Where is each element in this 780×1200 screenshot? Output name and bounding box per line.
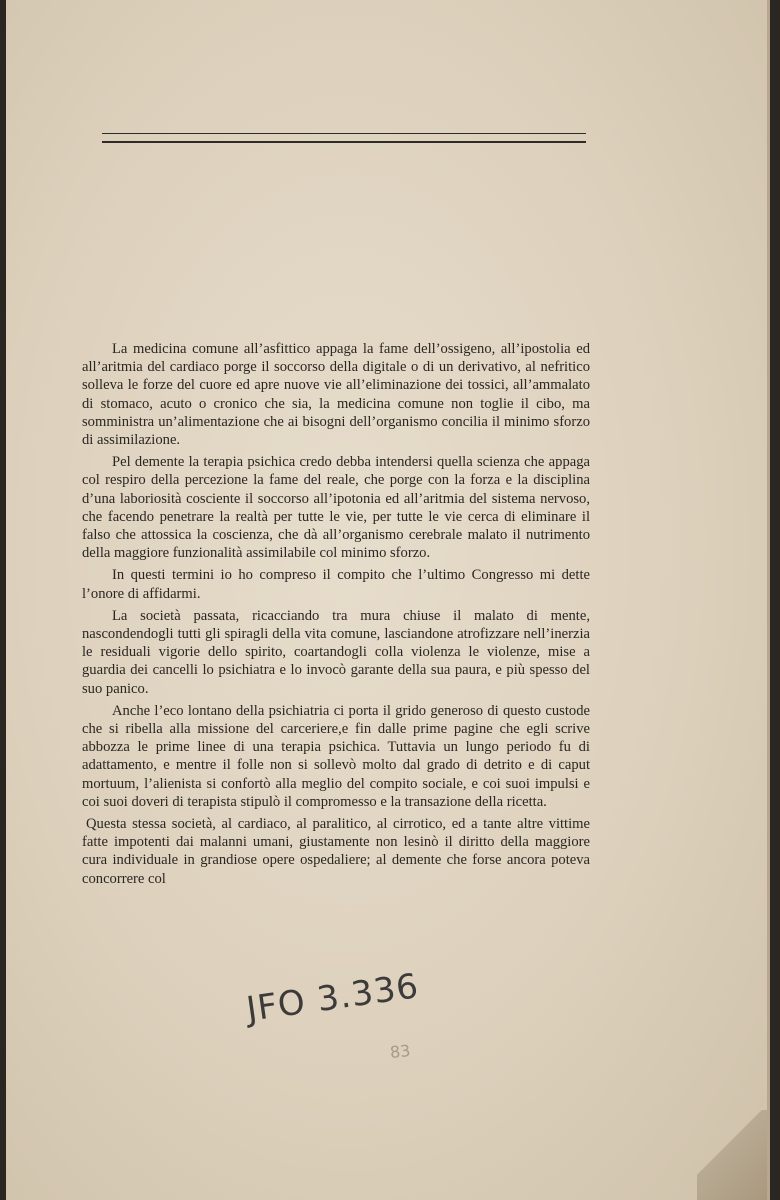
body-text: [82, 340, 590, 888]
paragraph: Anche l’eco lontano della psichiatria ci porta il grido generoso di questo custode che si ribella alla missione del carceriere,e fin dalle prime pagine che egli scrive abbozza le prime linee di una terapia psichica. Tuttavia un lungo periodo fu di adattamento, e mentre il folle non si sollevò molto dal grado di detrito e di caput mortuum, l’alienista si confortò alla meglio del compito sociale, e coi suoi impulsi e coi suoi doveri di terapista stipulò il compromesso e la transazione della ricetta.: [82, 702, 590, 810]
handwritten-page-note: 83: [389, 1040, 412, 1063]
paragraph: La medicina comune all’asfittico appaga la fame dell’ossigeno, all’ipostolia ed all’aritmia del cardiaco porge il soccorso della digitale o di un derivativo, al nefritico solleva le forze del cuore ed apre nuove vie all’eliminazione dei tossici, all’ammalato di stomaco, acuto o cronico che sia, la medicina comune non toglie il cibo, ma somministra un’alimentazione che ai bisogni dell’organismo concilia il minimo sforzo di assimilazione.: [82, 341, 590, 449]
paragraph: Pel demente la terapia psichica credo debba intendersi quella scienza che appaga col respiro della percezione la fame del reale, che porge con la forza e la disciplina d’una laboriosità cosciente il soccorso all’ipotonia ed all’aritmia del sistema nervoso, che facendo penetrare la realtà per tutte le vie, per tutte le vie cerca di eliminare il falso che attossica la coscienza, che dà all’organismo cerebrale malato il nutrimento della maggiore funzionalità assimilabile col minimo sforzo.: [82, 454, 590, 562]
handwritten-shelfmark: JFO 3.336: [244, 966, 422, 1030]
paragraph: La società passata, ricacciando tra mura chiuse il malato di mente, nascondendogli tutti gli spiragli della vita comune, lasciandone atrofizzare nell’inerzia le residuali vigorie dello spirito, coartandogli colla violenza le violenze, mise a guardia dei cancelli lo psichiatra e lo invocò garante della sua paura, e più spesso del suo panico.: [82, 607, 590, 697]
paragraph: Questa stessa società, al cardiaco, al paralitico, al cirrotico, ed a tante altre vittime fatte impotenti dai malanni umani, giustamente non lesinò il diritto della maggiore cura individuale in grandiose opere ospedaliere; al demente che forse ancora poteva concorrere col: [82, 816, 590, 887]
header-rule-bottom: [102, 141, 586, 143]
header-rule-top: [102, 133, 586, 134]
paragraph: In questi termini io ho compreso il compito che l’ultimo Congresso mi dette l’onore di affidarmi.: [82, 567, 590, 602]
document-page: [6, 0, 770, 1200]
